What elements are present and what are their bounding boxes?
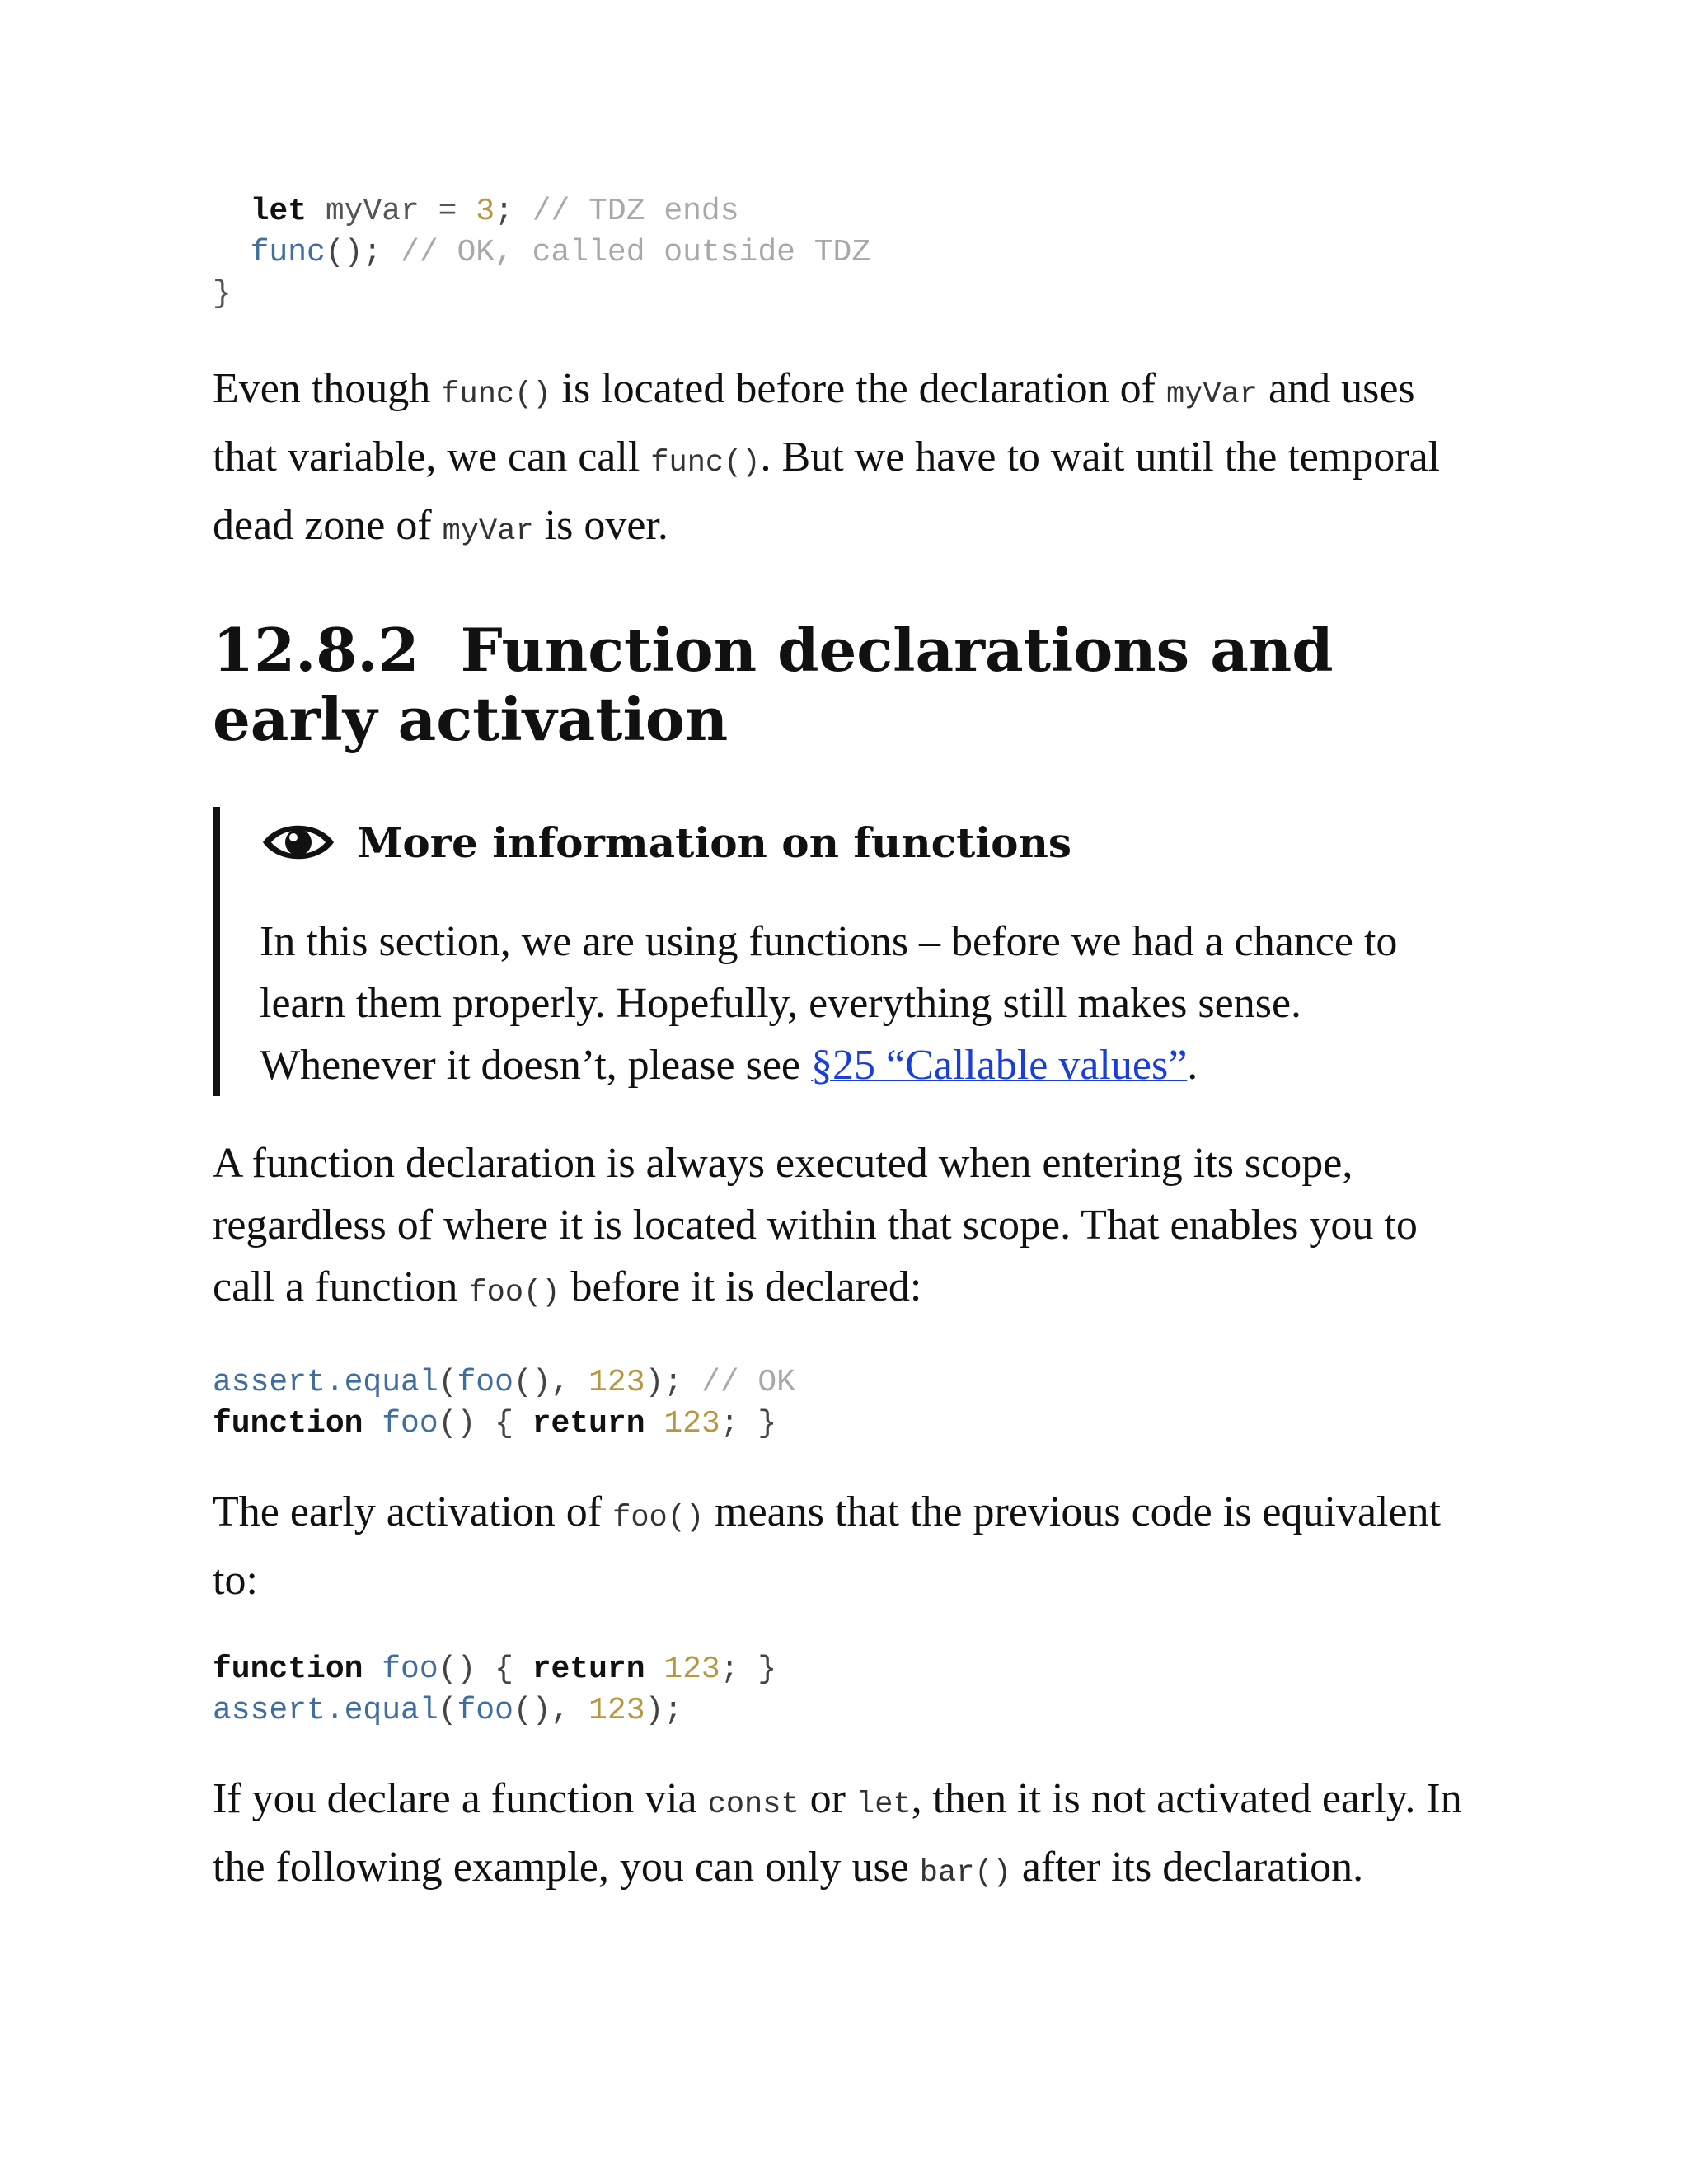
- paragraph-func-tdz: Even though func() is located before the declaration of myVar and uses that variable, we can call func(). But we have to wait until the temporal dead zone of myVar is over.: [213, 365, 1441, 549]
- inline-code: func(): [650, 446, 761, 480]
- code-block-equivalent: [213, 1649, 1482, 1732]
- paragraph-function-declaration: A function declaration is always executed when entering its scope, regardless of where it is located within that scope. That enables you to call a function foo() before it is declared:: [213, 1140, 1418, 1310]
- inline-code: foo(): [612, 1501, 705, 1535]
- paragraph-const-let: If you declare a function via const or let, then it is not activated early. In the following example, you can only use bar() after its declaration.: [213, 1775, 1462, 1891]
- callout-body: In this section, we are using functions – before we had a chance to learn them properly. Hopefully, everything still makes sense. Whenever it doesn’t, please see §25 “Callable values”.: [260, 918, 1398, 1089]
- inline-code: myVar: [442, 514, 534, 549]
- section-heading: [213, 616, 1482, 754]
- code-line: assert.equal(foo(), 123); // OK: [213, 1365, 795, 1400]
- code-block-tdz: [213, 191, 1482, 315]
- code-block-early-call: [213, 1362, 1482, 1445]
- inline-code: let: [856, 1788, 912, 1822]
- callout-title: More information on functions: [357, 818, 1072, 867]
- section-number: 12.8.2: [213, 615, 420, 685]
- inline-code: func(): [441, 377, 551, 412]
- callout-box: [213, 807, 1482, 1096]
- inline-code: bar(): [919, 1856, 1011, 1891]
- section-title: Function declarations and early activation: [213, 615, 1334, 754]
- callout-header: [260, 807, 1482, 878]
- code-line: let myVar = 3; // TDZ ends: [250, 194, 739, 229]
- inline-code: const: [707, 1788, 799, 1822]
- code-line: function foo() { return 123; }: [213, 1652, 777, 1687]
- inline-code: foo(): [468, 1276, 560, 1310]
- callable-values-link[interactable]: §25 “Callable values”: [811, 1042, 1188, 1089]
- page-content: [213, 191, 1482, 1905]
- code-line: func(); // OK, called outside TDZ: [250, 235, 871, 270]
- eye-icon: [260, 815, 337, 869]
- inline-code: myVar: [1165, 377, 1258, 412]
- paragraph-early-activation: The early activation of foo() means that the previous code is equivalent to:: [213, 1488, 1442, 1604]
- code-line: assert.equal(foo(), 123);: [213, 1693, 683, 1728]
- code-line: }: [213, 276, 232, 312]
- code-line: function foo() { return 123; }: [213, 1406, 777, 1441]
